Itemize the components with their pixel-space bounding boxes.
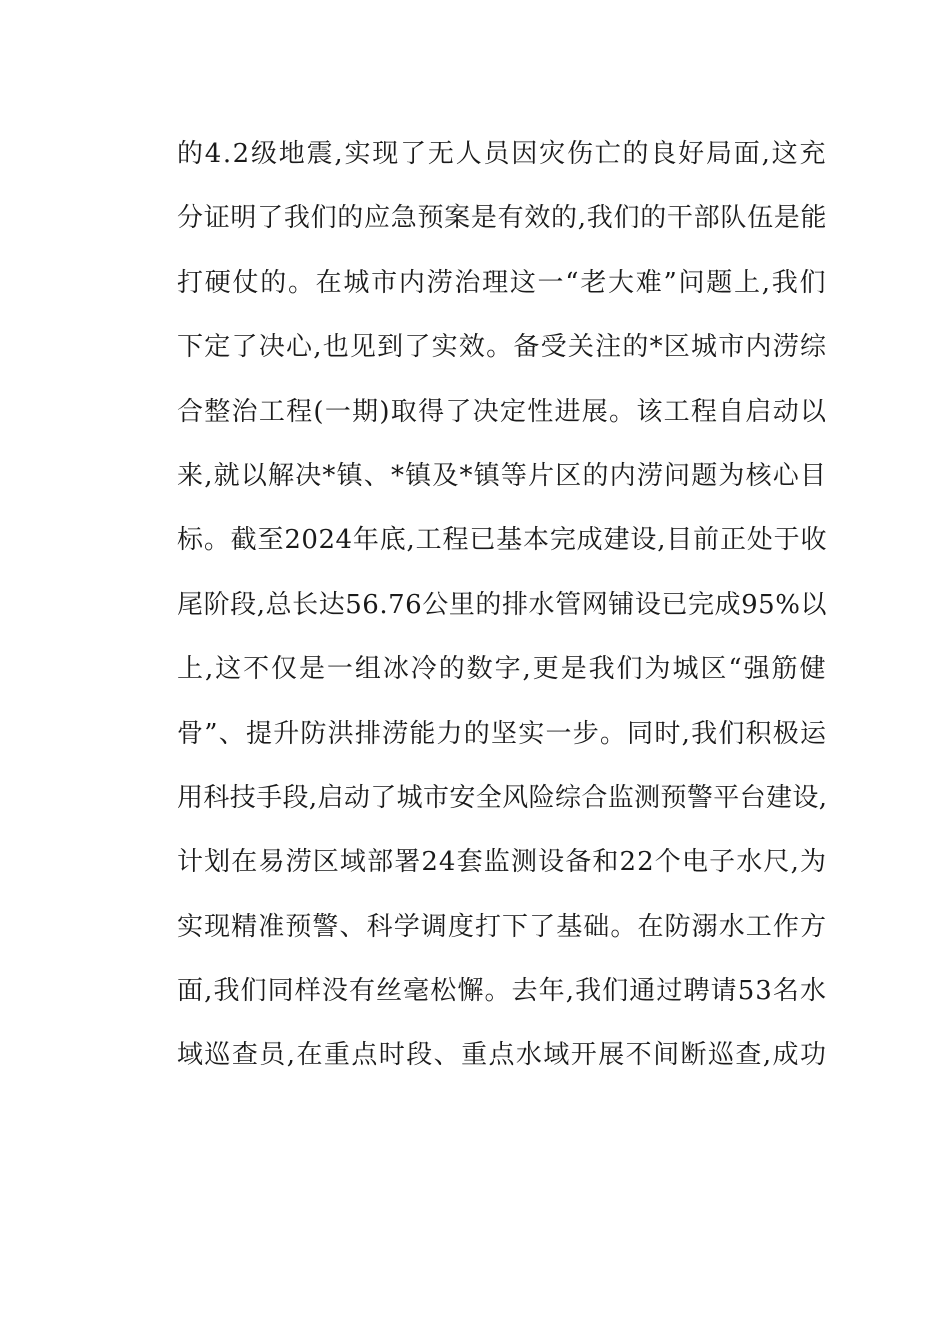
text-line: 面,我们同样没有丝毫松懈。去年,我们通过聘请53名水 — [177, 976, 827, 1007]
text-line: 骨”、提升防洪排涝能力的坚实一步。同时,我们积极运 — [177, 718, 827, 749]
text-line: 标。截至2024年底,工程已基本完成建设,目前正处于收 — [177, 525, 827, 556]
text-line: 合整治工程(一期)取得了决定性进展。该工程自启动以 — [177, 396, 827, 427]
text-line: 域巡查员,在重点时段、重点水域开展不间断巡查,成功 — [177, 1040, 827, 1071]
text-line: 的4.2级地震,实现了无人员因灾伤亡的良好局面,这充 — [177, 139, 827, 169]
text-line: 实现精准预警、科学调度打下了基础。在防溺水工作方 — [177, 911, 827, 942]
text-line: 上,这不仅是一组冰冷的数字,更是我们为城区“强筋健 — [177, 654, 827, 685]
text-line: 尾阶段,总长达56.76公里的排水管网铺设已完成95%以 — [177, 589, 827, 620]
text-line: 分证明了我们的应急预案是有效的,我们的干部队伍是能 — [177, 203, 827, 234]
text-line: 用科技手段,启动了城市安全风险综合监测预警平台建设, — [177, 782, 827, 813]
text-line: 来,就以解决*镇、*镇及*镇等片区的内涝问题为核心目 — [177, 460, 827, 491]
text-line: 计划在易涝区域部署24套监测设备和22个电子水尺,为 — [177, 847, 827, 878]
text-line: 下定了决心,也见到了实效。备受关注的*区城市内涝综 — [177, 332, 827, 363]
text-line: 打硬仗的。在城市内涝治理这一“老大难”问题上,我们 — [177, 267, 827, 298]
body-paragraph — [177, 128, 827, 1094]
